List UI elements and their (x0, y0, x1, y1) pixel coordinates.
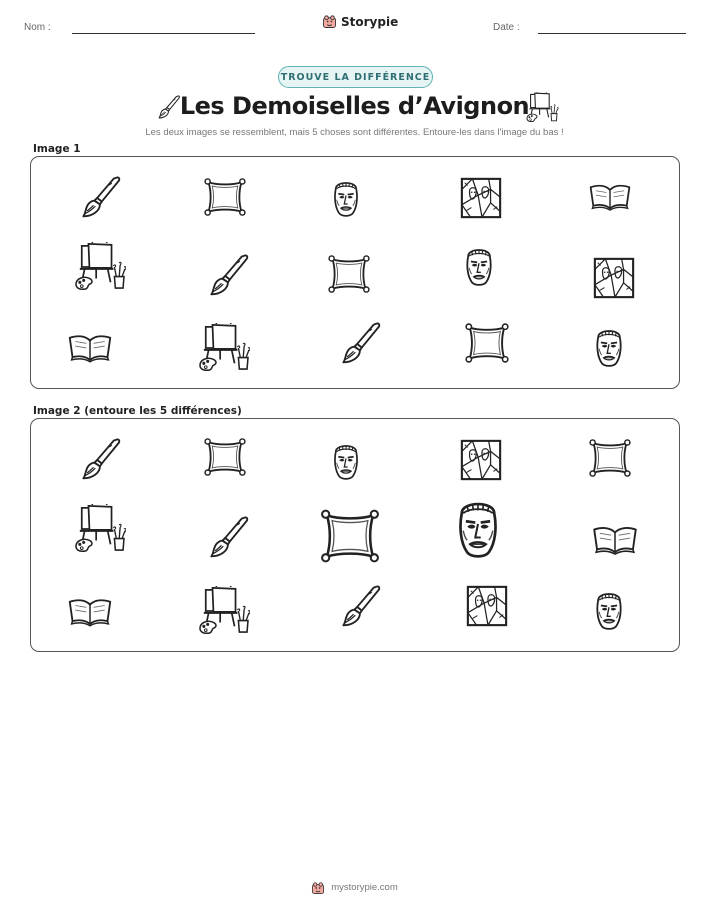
african-mask-icon[interactable] (329, 438, 363, 484)
instructions: Les deux images se ressemblent, mais 5 choses sont différentes. Entoure-les dans l'image du bas ! (145, 127, 564, 138)
canvas-frame-icon[interactable] (326, 253, 372, 295)
easel-palette-icon[interactable] (198, 323, 250, 371)
open-book-icon[interactable] (67, 594, 113, 628)
paintbrush-icon[interactable] (76, 436, 122, 482)
african-mask-icon[interactable] (591, 586, 627, 634)
date-field-line[interactable] (538, 33, 686, 34)
footer (0, 880, 709, 894)
canvas-frame-icon[interactable] (202, 436, 248, 478)
image1-label: Image 1 (33, 143, 81, 155)
paintbrush-icon[interactable] (204, 514, 250, 560)
easel-palette-icon[interactable] (74, 242, 126, 290)
easel-palette-icon (525, 92, 559, 122)
page-title: Les Demoiselles d’Avignon (179, 92, 530, 120)
name-field-line[interactable] (72, 33, 255, 34)
storypie-mascot-icon (322, 14, 337, 29)
easel-palette-icon[interactable] (198, 586, 250, 634)
african-mask-icon[interactable] (329, 175, 363, 221)
open-book-icon[interactable] (588, 180, 632, 212)
cubist-painting-icon[interactable] (592, 256, 636, 300)
logo-text: Storypie (341, 14, 399, 29)
canvas-frame-icon[interactable] (587, 437, 633, 479)
cubist-painting-icon[interactable] (465, 584, 509, 628)
image2-label: Image 2 (entoure les 5 différences) (33, 405, 242, 417)
paintbrush-icon[interactable] (336, 320, 382, 366)
cubist-painting-icon[interactable] (459, 176, 503, 220)
title-row (0, 92, 709, 124)
easel-palette-icon[interactable] (74, 504, 126, 552)
footer-website-link[interactable]: mystorypie.com (331, 881, 398, 893)
canvas-frame-icon[interactable] (463, 321, 511, 365)
canvas-frame-icon[interactable] (202, 176, 248, 218)
african-mask-icon[interactable] (461, 242, 497, 290)
open-book-icon[interactable] (67, 330, 113, 364)
paintbrush-icon[interactable] (76, 174, 122, 220)
african-mask-icon[interactable] (451, 494, 505, 562)
storypie-mascot-icon (311, 880, 325, 894)
paintbrush-icon[interactable] (336, 583, 382, 629)
cubist-painting-icon[interactable] (459, 438, 503, 482)
name-label: Nom : (24, 22, 51, 33)
date-label: Date : (493, 22, 520, 33)
african-mask-icon[interactable] (591, 323, 627, 371)
activity-badge: TROUVE LA DIFFÉRENCE (278, 66, 433, 88)
paintbrush-icon[interactable] (204, 252, 250, 298)
open-book-icon[interactable] (591, 522, 639, 556)
canvas-frame-icon[interactable] (318, 505, 382, 567)
storypie-logo (322, 14, 398, 29)
